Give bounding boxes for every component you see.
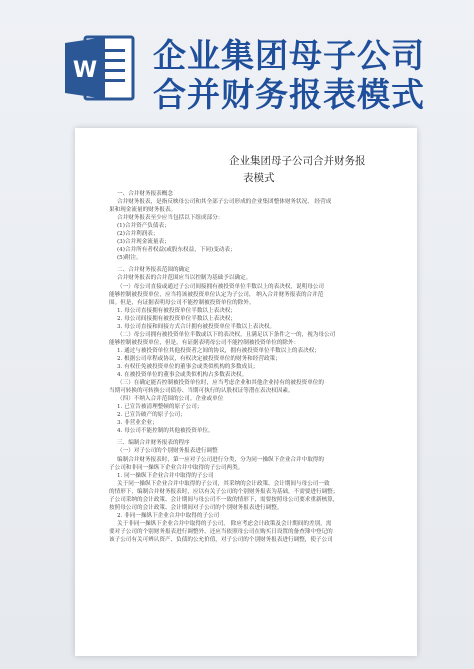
document-line: 编制合并财务报表时，第一应对子公司进行分类，分为同一操纵下企业合并中取得的 <box>117 456 324 463</box>
document-line: (4)合并所有者权益(或股东权益，下同)变动表； <box>117 247 236 254</box>
document-title-line-2: 表模式 <box>243 172 275 184</box>
document-line: (5)附注。 <box>117 255 142 262</box>
document-line: 3. 母公司直接和间接方式合计拥有被投资单位半数以上表决权。 <box>117 323 276 330</box>
document-line: 合并财务报表的合并范围应当以控制为基础予以确定。 <box>117 275 252 282</box>
document-line: 能够控制被投资单位，应当将该被投资单位认定为子公司， 纳入合并财务报表的合并范 <box>109 291 324 298</box>
document-line: 二、合并财务报表范围的确定 <box>117 267 190 274</box>
document-line: 1. 通过与被投资单位其他投资者之间的协议，拥有被投资单位半数以上的表决权； <box>117 347 320 354</box>
document-line: 围。但是，有证据表明母公司不能控制被投资单位的除外。 <box>109 299 255 306</box>
document-page <box>75 128 417 656</box>
document-line: 一、合并财务报表概念 <box>117 191 173 197</box>
banner-title-line-1: 企业集团母子公司 <box>153 36 425 75</box>
document-line: 2. 母公司间接拥有被投资单位半数以上表决权； <box>117 315 236 322</box>
document-line: 4. 在被投资单位的董事会或类似机构占多数表决权。 <box>117 372 248 379</box>
document-line: 1. 同一操纵下企业合并中取得的子公司 <box>117 472 214 479</box>
document-title-line-1: 企业集团母子公司合并财务报 <box>229 155 366 167</box>
document-line: 能够控制被投资单位，但是，有证据表明母公司不能控制被投资单位的除外： <box>109 339 300 346</box>
document-line: 合并财务报表，是指反映母公司和其全部子公司形成的企业集团整体财务状况、 经营成 <box>117 199 332 206</box>
document-line: (2)合并利润表； <box>117 231 159 238</box>
document-line: （一）对子公司的个别财务报表进行调整 <box>117 448 218 455</box>
document-line: 子公司采纳的会计政策、会计期间与母公司不一致的情形下，需要按照母公司要求重新核算， <box>109 496 339 503</box>
word-icon-letter: W <box>72 58 98 83</box>
document-line: （四）不纳入合并范围的公司。企业或单位 <box>117 396 224 403</box>
document-line: (3)合并现金流量表； <box>117 239 170 246</box>
document-line: 合并财务报表至少应当包括以下组成部分： <box>117 215 224 222</box>
document-line: 果和现金流量的财务报表。 <box>109 207 177 214</box>
document-line: 2. 根据公司章程或协议，有权决定被投资单位的财务和经营政策； <box>117 355 281 362</box>
document-line: 的情形下，编制合并财务报表时，应以有关子公司的个别财务报表为基础，不需要进行调整； <box>109 488 339 495</box>
document-line: 3. 有权任免被投资单位的董事会或类似机构的多数成员； <box>117 363 259 370</box>
document-line: 三、编制合并财务报表的程序 <box>117 440 190 447</box>
document-line: 1. 已宣告被清理整顿的原子公司； <box>117 404 203 411</box>
banner-title-line-2: 合并财务报表模式 <box>153 75 425 114</box>
document-line: 该子公司有关可辨认资产、负债的公允价值，对子公司的个别财务报表进行调整，使子公司 <box>109 536 333 543</box>
document-line: 关于非同一操纵下企业合并中取得的子公司， 除应考虑会计政策及会计期间的差别，需 <box>117 520 332 527</box>
document-body <box>109 190 389 544</box>
document-line: 2. 非同一操纵下企业合并中取得的子公司 <box>117 512 220 519</box>
document-line: （一）母公司直接或通过子公司间接拥有被投资单位半数以上的表决权，说明母公司 <box>117 283 324 290</box>
document-line: （三）在确定能否控制被投资单位时，应当考虑企业和其他企业持有的被投资单位的 <box>117 380 324 387</box>
document-line: 2. 已宣告破产的原子公司； <box>117 412 186 419</box>
document-line: （二）母公司拥有被投资单位半数或以下的表决权，且满足以下条件之一的，视为母公司 <box>117 331 336 338</box>
document-line: 4. 母公司不能控制的其他被投资单位。 <box>117 428 214 435</box>
document-line: 1. 母公司直接拥有被投资单位半数以上表决权； <box>117 307 236 314</box>
document-title <box>229 153 389 187</box>
document-line: 关于同一操纵下企业合并中取得的子公司，其采纳的会计政策、会计期间与母公司一致 <box>117 480 330 487</box>
document-line: 3. 非营业企业； <box>117 420 158 427</box>
document-line: 当期可转换的可转换公司债券、当期可执行的认股权证等潜在表决权因素。 <box>109 388 294 395</box>
document-line: 按照母公司的会计政策、会计期间对子公司的个别财务报表进行调整。 <box>109 504 283 511</box>
document-line: (1)合并资产负债表； <box>117 223 170 230</box>
word-document-icon <box>63 33 137 103</box>
banner <box>0 0 474 118</box>
document-line: 要对子公司的个别财务报表进行调整外，还应当依照母公司在购买日设置的备查簿中登记的 <box>109 528 333 535</box>
document-line: 子公司和非同一操纵下企业合并中取得的子公司两类。 <box>109 464 244 471</box>
